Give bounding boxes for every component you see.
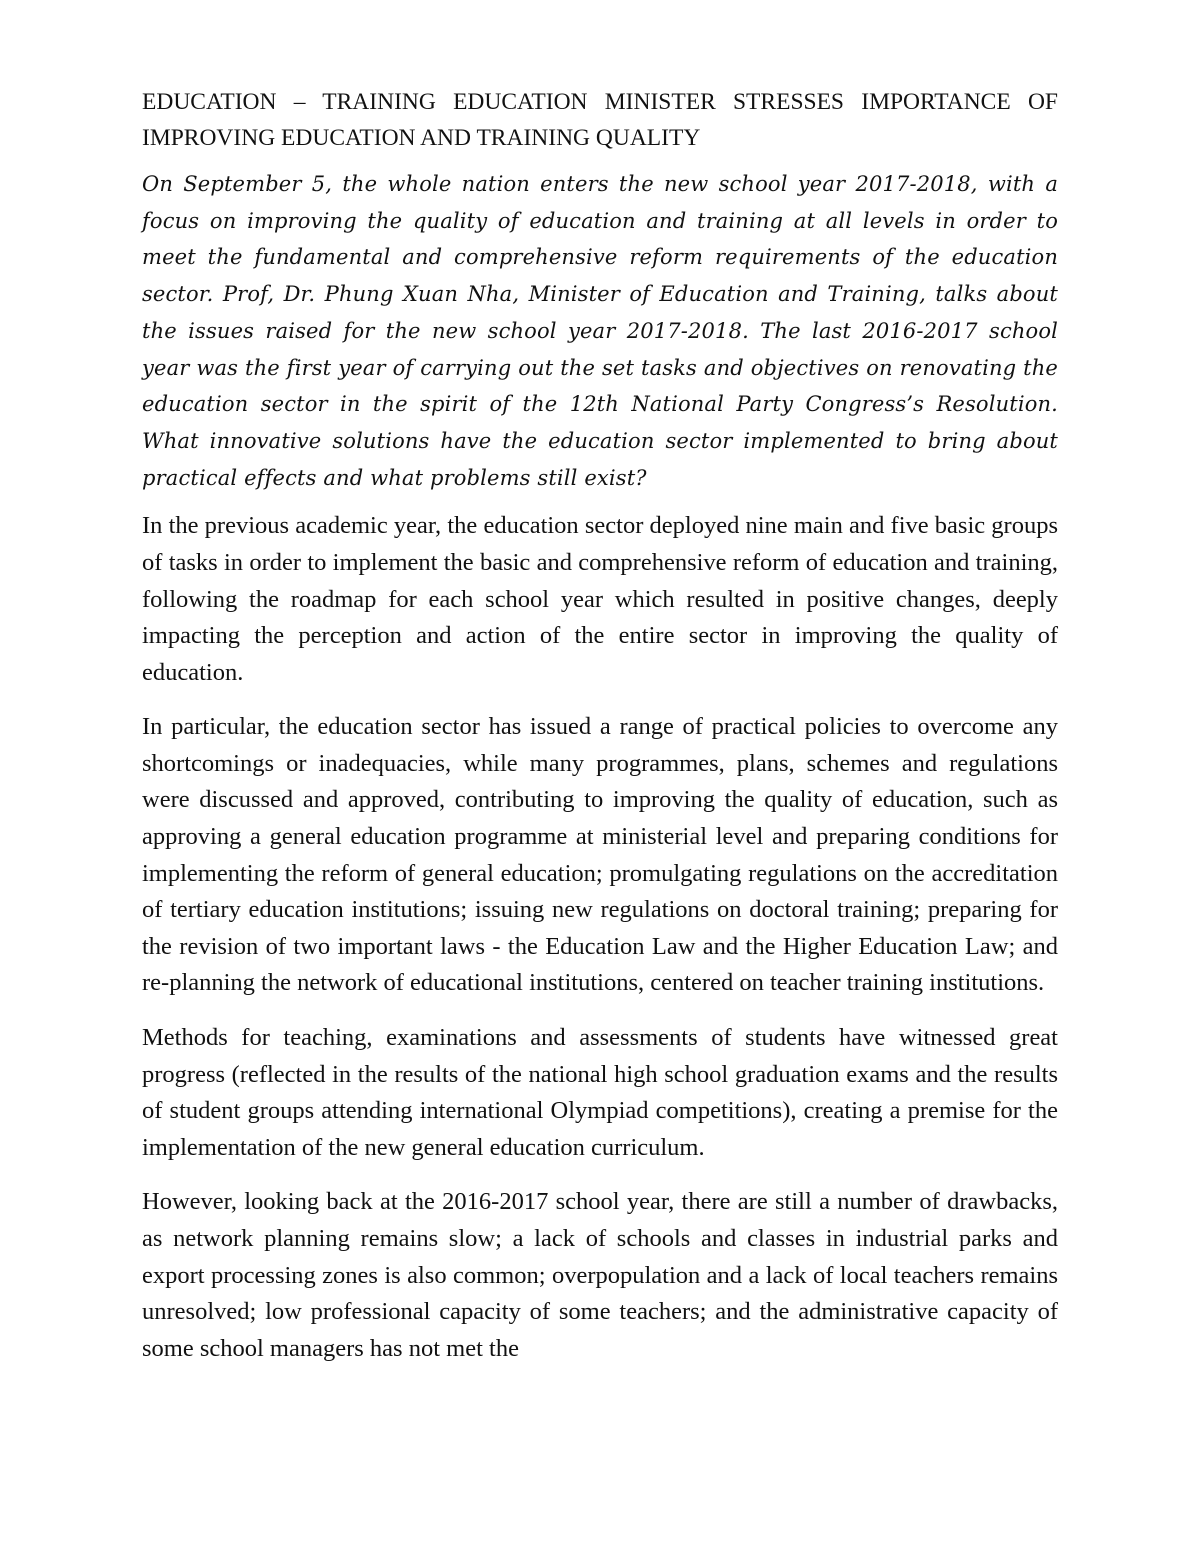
article-title: EDUCATION – TRAINING EDUCATION MINISTER STRESSES IMPORTANCE OF IMPROVING EDUCATION AND TRAINING QUALITY xyxy=(142,89,1058,151)
body-paragraph-3: Methods for teaching, examinations and assessments of students have witnessed great progress (reflected in the results of the national high school graduation exams and the results of student groups attending international Olympiad competitions), creating a premise for the implementation of the new general education curriculum. xyxy=(142,1024,1058,1161)
body-paragraph-2: In particular, the education sector has issued a range of practical policies to overcome any shortcomings or inadequacies, while many programmes, plans, schemes and regulations were discussed and approved, contributing to improving the quality of education, such as approving a general education programme at ministerial level and preparing conditions for implementing the reform of general education; promulgating regulations on the accreditation of tertiary education institutions; issuing new regulations on doctoral training; preparing for the revision of two important laws - the Education Law and the Higher Education Law; and re-planning the network of educational institutions, centered on teacher training institutions. xyxy=(142,713,1058,997)
body-paragraph-4: However, looking back at the 2016-2017 school year, there are still a number of drawbacks, as network planning remains slow; a lack of schools and classes in industrial parks and export processing zones is also common; overpopulation and a lack of local teachers remains unresolved; low professional capacity of some teachers; and the administrative capacity of some school managers has not met the xyxy=(142,1188,1058,1362)
body-paragraph-1: In the previous academic year, the education sector deployed nine main and five basic groups of tasks in order to implement the basic and comprehensive reform of education and training, following the roadmap for each school year which resulted in positive changes, deeply impacting the perception and action of the entire sector in improving the quality of education. xyxy=(142,512,1058,686)
article-lead: On September 5, the whole nation enters the new school year 2017-2018, with a focus on improving the quality of education and training at all levels in order to meet the fundamental and comprehensive reform requirements of the education sector. Prof, Dr. Phung Xuan Nha, Minister of Education and Training, talks about the issues raised for the new school year 2017-2018. The last 2016-2017 school year was the first year of carrying out the set tasks and objectives on renovating the education sector in the spirit of the 12th National Party Congress’s Resolution. What innovative solutions have the education sector implemented to bring about practical effects and what problems still exist? xyxy=(142,172,1058,490)
document-page xyxy=(142,84,1058,1385)
